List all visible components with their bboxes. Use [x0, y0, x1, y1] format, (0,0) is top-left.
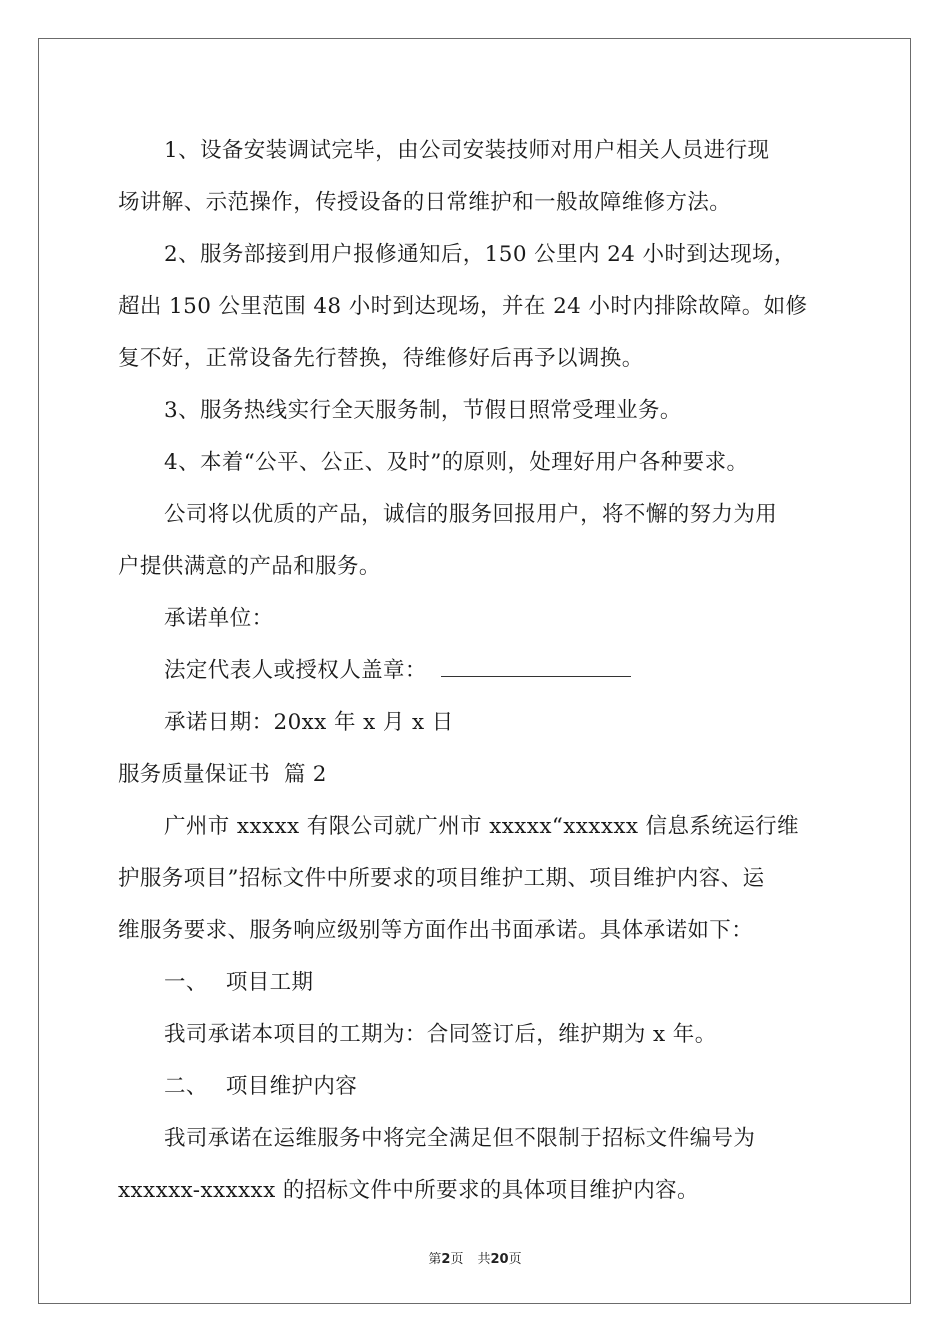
heading-1-text: 项目工期 — [225, 970, 314, 995]
paragraph-5-line-2: 户提供满意的产品和服务。 — [118, 554, 381, 579]
paragraph-4-line-1: 4、本着“公平、公正、及时”的原则，处理好用户各种要求。 — [164, 450, 749, 475]
heading-2-number: 二、 — [164, 1074, 208, 1099]
section-title: 服务质量保证书 篇 2 — [118, 762, 327, 787]
signature-blank — [441, 658, 631, 677]
total-suffix: 页 — [508, 1252, 522, 1267]
page-number: 2 — [441, 1252, 451, 1267]
paragraph-3-line-1: 3、服务热线实行全天服务制，节假日照常受理业务。 — [164, 398, 682, 423]
page-footer — [0, 1248, 950, 1267]
page-prefix: 第 — [428, 1252, 442, 1267]
paragraph-6-line-2: 护服务项目”招标文件中所要求的项目维护工期、项目维护内容、运 — [118, 866, 765, 891]
paragraph-2-line-1: 2、服务部接到用户报修通知后，150 公里内 24 小时到达现场， — [164, 242, 796, 267]
paragraph-8-line-2: xxxxxx-xxxxxx 的招标文件中所要求的具体项目维护内容。 — [118, 1178, 699, 1203]
seal-label: 法定代表人或授权人盖章： — [164, 658, 427, 683]
paragraph-7-line-1: 我司承诺本项目的工期为：合同签订后，维护期为 x 年。 — [164, 1022, 717, 1047]
seal-line — [118, 645, 834, 697]
total-pages: 20 — [490, 1252, 509, 1267]
paragraph-6-line-1: 广州市 xxxxx 有限公司就广州市 xxxxx“xxxxxx 信息系统运行维 — [164, 814, 799, 839]
heading-2-text: 项目维护内容 — [225, 1074, 358, 1099]
heading-1-number: 一、 — [164, 970, 208, 995]
paragraph-6-line-3: 维服务要求、服务响应级别等方面作出书面承诺。具体承诺如下： — [118, 918, 754, 943]
commitment-unit-label: 承诺单位： — [164, 606, 274, 631]
document-body — [118, 125, 834, 1217]
paragraph-1-line-1: 1、设备安装调试完毕，由公司安装技师对用户相关人员进行现 — [164, 138, 770, 163]
page-suffix: 页 — [450, 1252, 464, 1267]
paragraph-2-line-3: 复不好，正常设备先行替换，待维修好后再予以调换。 — [118, 346, 644, 371]
heading-2 — [118, 1061, 834, 1113]
paragraph-1-line-2: 场讲解、示范操作，传授设备的日常维护和一般故障维修方法。 — [118, 190, 732, 215]
heading-1 — [118, 957, 834, 1009]
total-prefix: 共 — [477, 1252, 491, 1267]
commitment-date: 承诺日期：20xx 年 x 月 x 日 — [164, 710, 454, 735]
paragraph-8-line-1: 我司承诺在运维服务中将完全满足但不限制于招标文件编号为 — [164, 1126, 756, 1151]
paragraph-5-line-1: 公司将以优质的产品，诚信的服务回报用户，将不懈的努力为用 — [164, 502, 778, 527]
paragraph-2-line-2: 超出 150 公里范围 48 小时到达现场，并在 24 小时内排除故障。如修 — [118, 294, 808, 319]
